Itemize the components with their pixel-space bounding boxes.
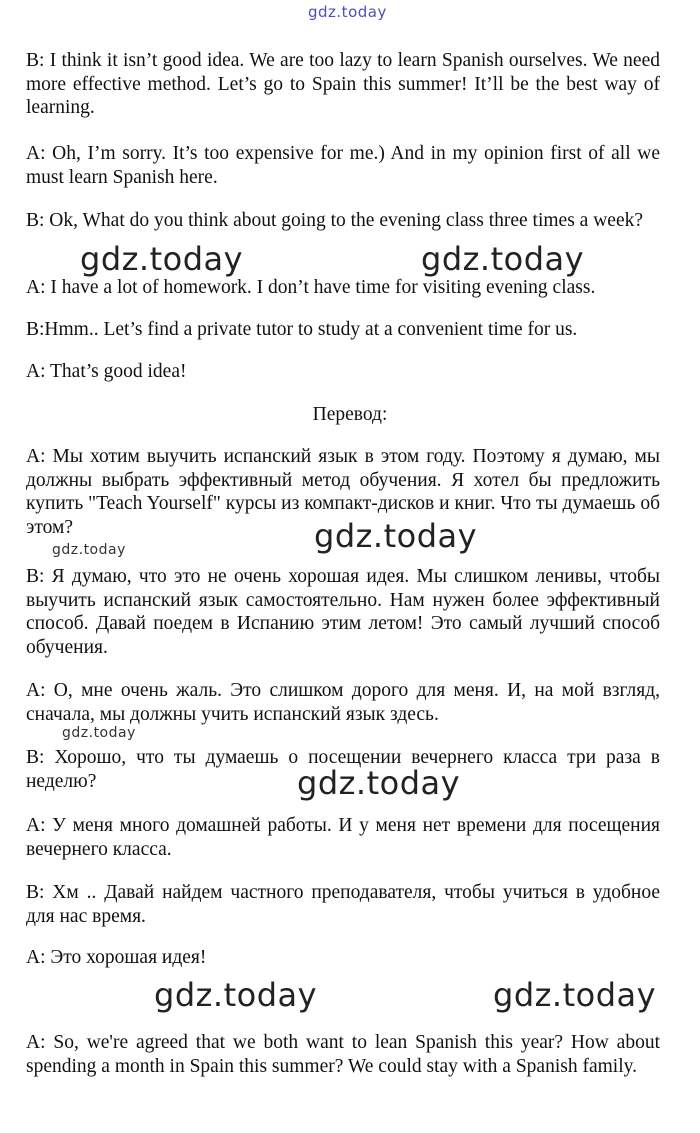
watermark: gdz.today [314,517,478,555]
watermark: gdz.today [80,240,244,278]
paragraph-ru-a-5: А: У меня много домашней работы. И у меня нет времени для посещения вечернего класса. [26,815,660,860]
paragraph-ru-b-6: В: Хм .. Давай найдем частного преподавателя, чтобы учиться в удобное для нас время. [26,882,660,927]
watermark: gdz.today [493,976,657,1014]
translation-heading: Перевод: [312,404,388,425]
paragraph-ru-a-7: А: Это хорошая идея! [26,947,207,968]
watermark-top: gdz.today [308,3,387,21]
paragraph-ru-a-1: А: Мы хотим выучить испанский язык в этом году. Поэтому я думаю, мы должны выбрать эффективный метод обучения. Я хотел бы предложить купить "Teach Yourself" курсы из компакт-дисков и книг. Что ты думаешь об этом? [26,446,660,538]
paragraph-en-a-4: A: I have a lot of homework. I don’t have time for visiting evening class. [26,277,596,298]
paragraph-en-b-5: B:Hmm.. Let’s find a private tutor to study at a convenient time for us. [26,319,578,340]
watermark: gdz.today [154,976,318,1014]
paragraph-ru-a-3: А: О, мне очень жаль. Это слишком дорого для меня. И, на мой взгляд, сначала, мы должны учить испанский язык здесь. [26,680,660,725]
paragraph-en-b-1: B: I think it isn’t good idea. We are too lazy to learn Spanish ourselves. We need more effective method. Let’s go to Spain this summer! It’ll be the best way of learning. [26,50,660,118]
paragraph-en-b-3: B: Ok, What do you think about going to the evening class three times a week? [26,210,644,231]
paragraph-en-a-2: A: Oh, I’m sorry. It’s too expensive for me.) And in my opinion first of all we must learn Spanish here. [26,143,660,188]
paragraph-ru-b-2: В: Я думаю, что это не очень хорошая идея. Мы слишком ленивы, чтобы выучить испанский язык самостоятельно. Нам нужен более эффективный способ. Давай поедем в Испанию этим летом! Это самый лучший способ обучения. [26,566,660,658]
watermark: gdz.today [297,764,461,802]
watermark: gdz.today [62,725,136,741]
paragraph-final: A: So, we're agreed that we both want to lean Spanish this year? How about spending a month in Spain this summer? We could stay with a Spanish family. [26,1032,660,1077]
paragraph-ru-b-4: В: Хорошо, что ты думаешь о посещении вечернего класса три раза в неделю? [26,747,660,792]
watermark: gdz.today [421,240,585,278]
paragraph-en-a-6: A: That’s good idea! [26,361,187,382]
watermark: gdz.today [52,542,126,558]
